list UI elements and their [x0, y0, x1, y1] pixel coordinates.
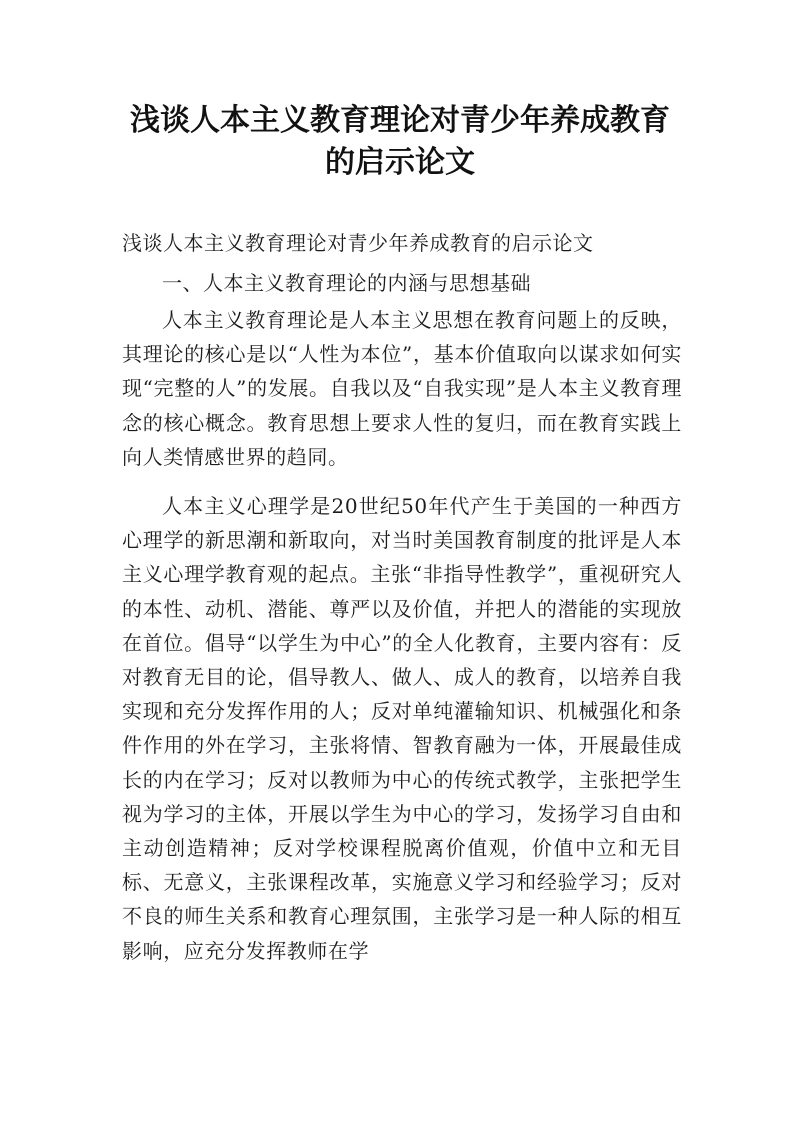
body-paragraph-2: 人本主义心理学是20世纪50年代产生于美国的一种西方心理学的新思潮和新取向，对当时美国教育制度的批评是人本主义心理学教育观的起点。主张“非指导性教学”，重视研究人的本性、动机、潜能、尊严以及价值，并把人的潜能的实现放在首位。倡导“以学生为中心”的全人化教育，主要内容有：反对教育无目的论，倡导教人、做人、成人的教育，以培养自我实现和充分发挥作用的人；反对单纯灌输知识、机械强化和条件作用的外在学习，主张将情、智教育融为一体，开展最佳成长的内在学习；反对以教师为中心的传统式教学，主张把学生视为学习的主体，开展以学生为中心的学习，发扬学习自由和主动创造精神；反对学校课程脱离价值观，价值中立和无目标、无意义，主张课程改革，实施意义学习和经验学习；反对不良的师生关系和教育心理氛围，主张学习是一种人际的相互影响，应充分发挥教师在学 — [122, 494, 682, 963]
document-title-line-1: 浅谈人本主义教育理论对青少年养成教育 — [130, 103, 670, 138]
section-heading: 一、人本主义教育理论的内涵与思想基础 — [162, 271, 531, 295]
document-subtitle: 浅谈人本主义教育理论对青少年养成教育的启示论文 — [122, 231, 594, 255]
body-paragraph-1: 人本主义教育理论是人本主义思想在教育问题上的反映，其理论的核心是以“人性为本位”，基本价值取向以谋求如何实现“完整的人”的发展。自我以及“自我实现”是人本主义教育理念的核心概念。教育思想上要求人性的复归，而在教育实践上向人类情感世界的趋同。 — [122, 308, 682, 469]
document-title-line-2: 的启示论文 — [325, 145, 475, 180]
